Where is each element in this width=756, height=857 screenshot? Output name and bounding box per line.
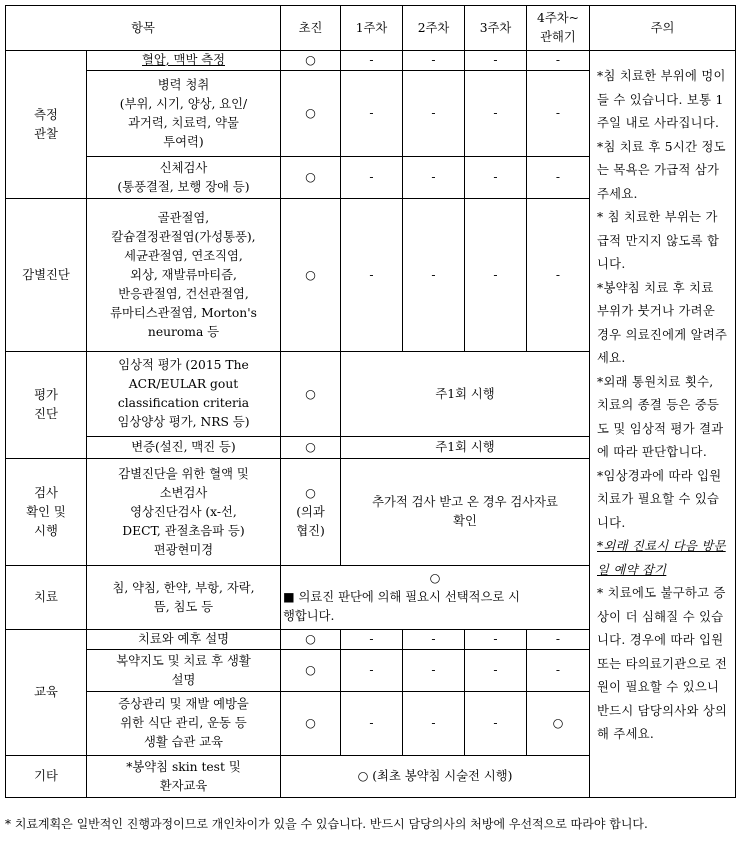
item-tests (87, 459, 281, 566)
cell-dash: - (465, 692, 527, 756)
item-other (87, 756, 281, 798)
tests-extra-line: 추가적 검사 받고 온 경우 검사자료 (372, 495, 558, 509)
cell-circle: ○ (281, 630, 341, 650)
header-initial: 초진 (281, 6, 341, 51)
item-tests-line: 영상진단검사 (x-선, (130, 504, 237, 519)
cell-dash: - (341, 71, 403, 157)
item-treatment (87, 566, 281, 630)
cell-dash: - (527, 650, 590, 692)
item-exam (87, 157, 281, 199)
item-lifestyle-line: 생활 습관 교육 (143, 735, 224, 749)
cell-dash: - (465, 71, 527, 157)
cell-dash: - (341, 650, 403, 692)
item-lifestyle-line: 위한 식단 관리, 운동 등 (120, 716, 247, 730)
item-history-line: 과거력, 치료력, 약물 (128, 115, 239, 130)
item-tests-line: 감별진단을 위한 혈액 및 (118, 466, 249, 481)
treatment-plan (281, 566, 590, 630)
item-differential (87, 199, 281, 352)
category-treatment: 치료 (6, 566, 87, 630)
note-item: * 치료에도 불구하고 증상이 더 심해질 수 있습니다. 경우에 따라 입원 또는 타의료기관으로 전원이 필요할 수 있으니 반드시 담당의사와 상의해 주세요. (597, 586, 728, 741)
cell-circle: ○ (527, 692, 590, 756)
category-differential: 감별진단 (6, 199, 87, 352)
tests-initial (281, 459, 341, 566)
category-tests-line: 검사 (34, 485, 58, 500)
tests-initial-line: 협진) (296, 523, 325, 538)
header-week4-line1: 4주차~ (537, 11, 579, 25)
cell-dash: - (527, 51, 590, 71)
cell-dash: - (341, 51, 403, 71)
note-item-appointment: *외래 진료시 다음 방문일 예약 잡기 (597, 539, 726, 577)
treatment-plan-table-wrapper (5, 5, 736, 798)
header-week4-line2: 관해기 (540, 30, 576, 44)
item-differential-line: neuroma 등 (147, 324, 220, 339)
cell-dash: - (465, 630, 527, 650)
category-other: 기타 (6, 756, 87, 798)
category-observation-line1: 측정 (34, 107, 58, 122)
table-row-bp (6, 51, 736, 71)
note-item: *봉약침 치료 후 치료 부위가 붓거나 가려운 경우 의료진에게 알려주세요. (597, 280, 728, 365)
item-guidance-line: 설명 (171, 672, 196, 687)
treatment-note-line2: 행합니다. (283, 609, 335, 623)
item-change: 변증(설진, 맥진 등) (87, 437, 281, 459)
item-differential-line: 칼슘결정관절염(가성통풍), (111, 229, 256, 244)
item-guidance (87, 650, 281, 692)
item-clinical-line: 임상양상 평가, NRS 등) (117, 415, 250, 429)
cell-circle: ○ (281, 352, 341, 437)
category-evaluation-line2: 진단 (34, 407, 58, 421)
cell-dash: - (403, 157, 465, 199)
cell-dash: - (527, 71, 590, 157)
cell-circle: ○ (281, 51, 341, 71)
item-tests-line: 소변검사 (159, 485, 208, 500)
cell-dash: - (465, 51, 527, 71)
item-clinical-eval (87, 352, 281, 437)
item-bp-text: 혈압, 맥박 측정 (142, 53, 225, 67)
cell-circle: ○ (281, 692, 341, 756)
clinical-eval-frequency: 주1회 시행 (341, 352, 590, 437)
cell-dash: - (341, 630, 403, 650)
tests-extra-line: 확인 (453, 514, 477, 528)
item-exam-line: (통풍결절, 보행 장애 등) (117, 179, 250, 194)
note-item: *침 치료 후 5시간 정도는 목욕은 가급적 삼가주세요. (597, 139, 726, 201)
cell-dash: - (403, 692, 465, 756)
item-history-line: 투여력) (163, 134, 204, 149)
cell-dash: - (341, 199, 403, 352)
item-exam-line: 신체검사 (159, 160, 208, 175)
note-item: *침 치료한 부위에 멍이 들 수 있습니다. 보통 1주일 내로 사라집니다. (597, 69, 726, 130)
item-history-line: (부위, 시기, 양상, 요인/ (119, 96, 248, 111)
cell-dash: - (527, 157, 590, 199)
cell-dash: - (341, 157, 403, 199)
item-treatment-line: 뜸, 침도 등 (153, 599, 214, 614)
item-clinical-line: 임상적 평가 (2015 The (118, 358, 249, 372)
cell-dash: - (465, 199, 527, 352)
item-prognosis: 치료와 예후 설명 (87, 630, 281, 650)
item-guidance-line: 복약지도 및 치료 후 생활 (116, 653, 251, 668)
item-differential-line: 골관절염, (157, 210, 210, 225)
treatment-circle: ○ (429, 571, 441, 585)
item-differential-line: 세균관절염, 연조직염, (124, 248, 243, 263)
item-differential-line: 류마티스관절염, Morton's (110, 305, 257, 320)
tests-extra (341, 459, 590, 566)
footnote: * 치료계획은 일반적인 진행과정이므로 개인차이가 있을 수 있습니다. 반드시 담당의사의 처방에 우선적으로 따라야 합니다. (5, 817, 648, 831)
item-history (87, 71, 281, 157)
category-evaluation (6, 352, 87, 459)
treatment-note (283, 588, 587, 626)
item-other-line: 환자교육 (159, 778, 208, 793)
header-item: 항목 (6, 6, 281, 51)
item-other-line: *봉약침 skin test 및 (126, 759, 241, 774)
category-evaluation-line1: 평가 (34, 388, 58, 402)
other-value: ○ (최초 봉약침 시술전 시행) (281, 756, 590, 798)
category-education: 교육 (6, 630, 87, 756)
category-tests (6, 459, 87, 566)
category-observation (6, 51, 87, 199)
cell-dash: - (403, 630, 465, 650)
item-history-line: 병력 청취 (157, 77, 210, 92)
item-tests-line: 편광현미경 (153, 542, 214, 557)
item-treatment-line: 침, 약침, 한약, 부항, 자락, (112, 580, 255, 595)
notes-cell (590, 51, 736, 798)
header-row (6, 6, 736, 51)
item-clinical-line: classification criteria (117, 396, 250, 410)
item-differential-line: 외상, 재발류마티즘, (130, 267, 237, 282)
cell-dash: - (527, 630, 590, 650)
header-note: 주의 (590, 6, 736, 51)
cell-dash: - (527, 199, 590, 352)
cell-circle: ○ (281, 199, 341, 352)
category-tests-line: 확인 및 (26, 504, 66, 519)
item-lifestyle (87, 692, 281, 756)
cell-circle: ○ (281, 157, 341, 199)
cell-dash: - (403, 71, 465, 157)
header-week3: 3주차 (465, 6, 527, 51)
cell-dash: - (403, 199, 465, 352)
note-item: * 침 치료한 부위는 가급적 만지지 않도록 합니다. (597, 210, 720, 271)
header-week4 (527, 6, 590, 51)
cell-dash: - (465, 650, 527, 692)
item-differential-line: 반응관절염, 건선관절염, (118, 286, 249, 301)
treatment-note-line1: 의료진 판단에 의해 필요시 선택적으로 시 (298, 590, 521, 604)
note-item: *외래 통원치료 횟수, 치료의 종결 등은 중등도 및 임상적 평가 결과에 따라 판단합니다. (597, 374, 724, 459)
category-observation-line2: 관찰 (34, 126, 58, 141)
header-week1: 1주차 (341, 6, 403, 51)
item-bp (87, 51, 281, 71)
category-tests-line: 시행 (34, 523, 58, 538)
item-lifestyle-line: 증상관리 및 재발 예방을 (118, 697, 249, 711)
treatment-plan-table (5, 5, 736, 798)
note-item: *임상경과에 따라 입원 치료가 필요할 수 있습니다. (597, 468, 722, 530)
cell-circle: ○ (281, 650, 341, 692)
cell-dash: - (341, 692, 403, 756)
item-tests-line: DECT, 관절초음파 등) (122, 523, 245, 538)
cell-dash: - (465, 157, 527, 199)
square-icon: ■ (283, 590, 295, 604)
cell-dash: - (403, 51, 465, 71)
cell-dash: - (403, 650, 465, 692)
tests-initial-line: (의과 (296, 504, 325, 519)
cell-circle: ○ (281, 437, 341, 459)
tests-initial-line: ○ (305, 485, 316, 500)
cell-circle: ○ (281, 71, 341, 157)
header-week2: 2주차 (403, 6, 465, 51)
item-clinical-line: ACR/EULAR gout (128, 377, 239, 391)
change-frequency: 주1회 시행 (341, 437, 590, 459)
